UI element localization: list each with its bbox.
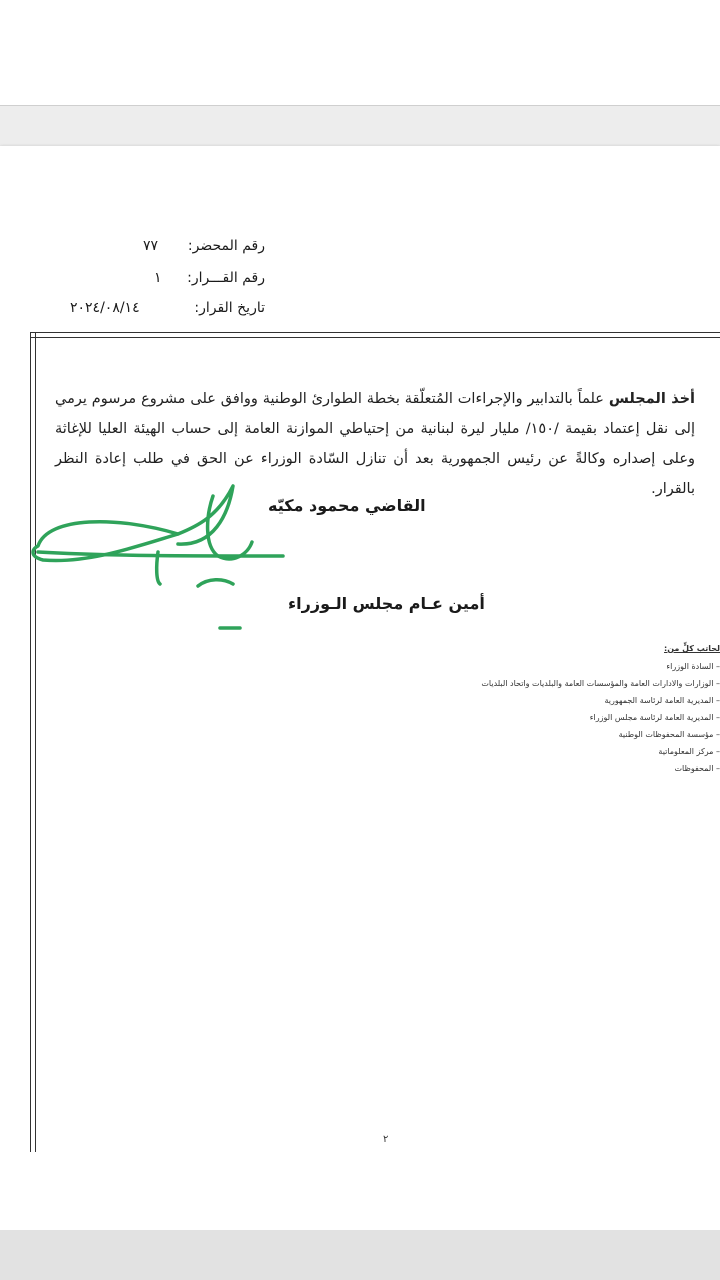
distribution-item: – مركز المعلوماتية — [658, 747, 720, 756]
decision-number-value: ١ — [154, 270, 162, 286]
distribution-item: – المديرية العامة لرئاسة الجمهورية — [604, 696, 720, 705]
distribution-item: – مؤسسة المحفوظات الوطنية — [618, 730, 720, 739]
page-bottom-gap — [0, 1230, 720, 1280]
distribution-item: – المحفوظات — [674, 764, 720, 773]
document-page — [0, 146, 720, 1230]
frame-left-border — [30, 332, 36, 1152]
previous-page-bottom — [0, 0, 720, 106]
decision-date-value: ٢٠٢٤/٠٨/١٤ — [70, 300, 140, 316]
record-number-value: ٧٧ — [143, 238, 159, 254]
frame-top-border — [30, 332, 720, 338]
distribution-item: – الوزارات والادارات العامة والمؤسسات العامة والبلديات واتحاد البلديات — [481, 679, 720, 688]
distribution-header: لحاتب كلٍّ من: — [664, 644, 720, 653]
decision-number-label: رقم القـــرار: — [187, 270, 265, 286]
distribution-item: – السادة الوزراء — [666, 662, 720, 671]
signatory-name: القاضي محمود مكيّه — [268, 496, 426, 515]
record-number-label: رقم المحضر: — [187, 238, 265, 254]
decision-body: علماً بالتدابير والإجراءات المُتعلّقة بخطة الطوارئ الوطنية ووافق على مشروع مرسوم يرمي إلى نقل إعتماد بقيمة /١٥٠/ مليار ليرة لبنانية من إحتياطي الموازنة العامة إلى حساب الهيئة العليا للإغاثة وعلى إصداره وكالةً عن رئيس الجمهورية بعد أن تنازل السّادة الوزراء عن الحق في طلب إعادة النظر بالقرار. — [55, 391, 695, 497]
page-number: ٢ — [383, 1134, 389, 1145]
decision-lead: أخذ المجلس — [608, 391, 695, 407]
signatory-title: أمين عـام مجلس الـوزراء — [288, 594, 485, 613]
page-gap — [0, 106, 720, 146]
distribution-list — [460, 644, 720, 777]
decision-date-label: تاريخ القرار: — [194, 300, 265, 316]
distribution-item: – المديرية العامة لرئاسة مجلس الوزراء — [589, 713, 720, 722]
signature-mark — [28, 456, 298, 646]
